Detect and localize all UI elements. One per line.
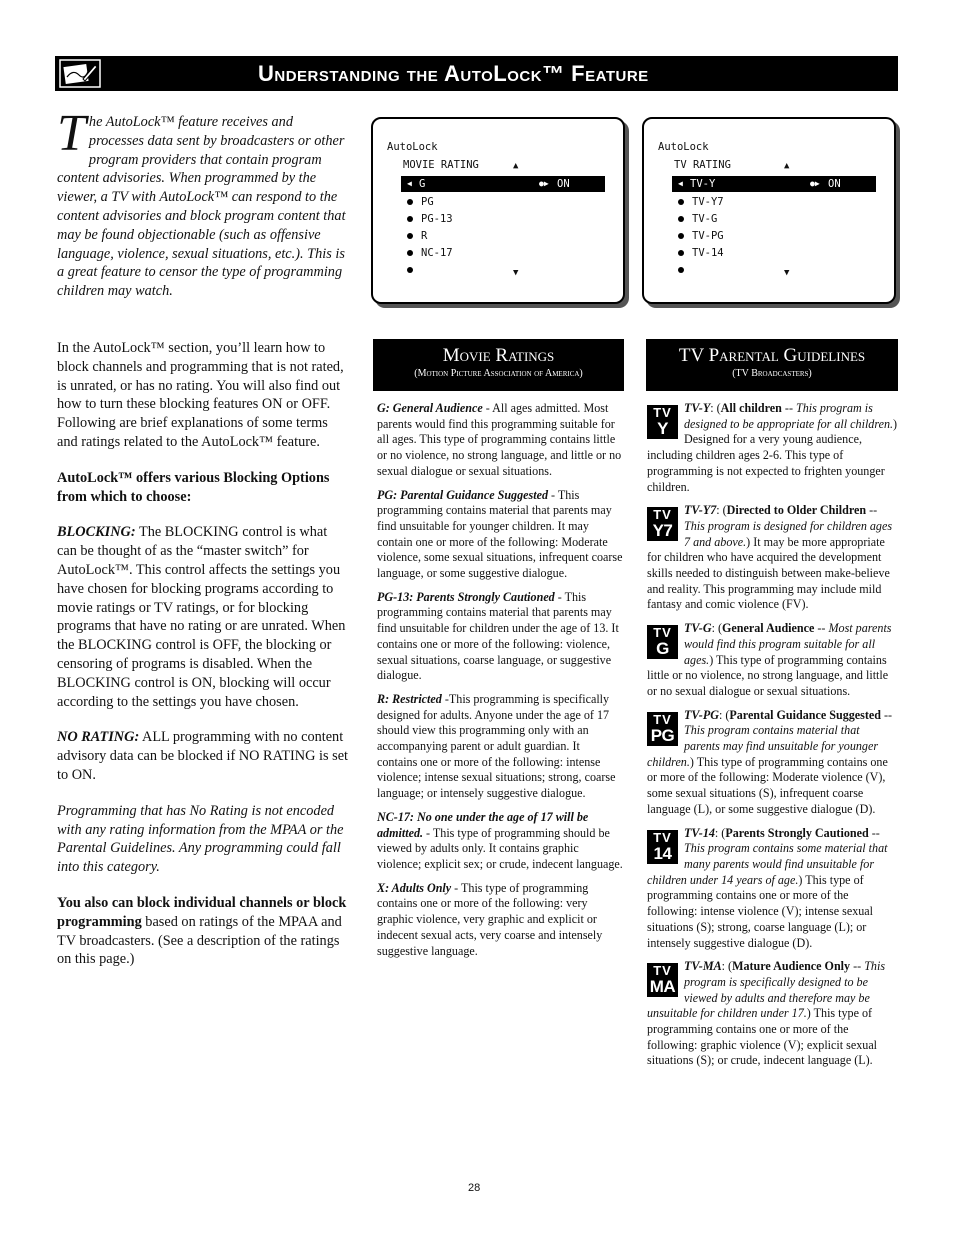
blocking-options-heading: AutoLock™ offers various Blocking Options from which to choose:	[57, 469, 330, 505]
movie-ratings-column	[377, 401, 623, 967]
tv-y7-badge-icon: TV Y7	[647, 507, 678, 541]
rating-item: PG	[407, 196, 434, 208]
selected-rating-row	[672, 176, 876, 192]
rating-item-empty	[407, 264, 421, 276]
rating-item-empty	[678, 264, 692, 276]
bullet-icon	[407, 250, 413, 256]
arrow-left-icon: ◀	[407, 179, 412, 188]
movie-rating-entry: PG-13: Parents Strongly Cautioned - This programming contains material that parents may find unsuitable for children under the age of 13. It contains one or more of the following: violence, sexual situations, coarse language, or suggestive dialogue.	[377, 589, 619, 683]
movie-rating-entry: R: Restricted -This programming is specifically designed for adults. Anyone under the age of 17 should view this programming only with an accompanying parent or adult guardian. It contains one or more of the following: intense violence; intense sexual situations; strong, coarse language; or intensely suggestive dialogue.	[377, 691, 616, 801]
screen-title: AutoLock	[387, 141, 438, 153]
selected-rating-label: G	[419, 178, 426, 190]
bullet-icon	[678, 199, 684, 205]
toggle-icon: ●▶	[810, 179, 820, 188]
block-channels-text: based on ratings of the MPAA and TV broadcasters. (See a description of the ratings on this page.)	[57, 913, 342, 968]
blocking-paragraph	[57, 523, 350, 711]
rating-item: R	[407, 230, 427, 242]
tv-ratings-column	[647, 401, 898, 1077]
tv-rating-entry: TV 14 TV-14: (Parents Strongly Cautioned -- This program contains some material that many parents would find unsuitable for children under 14 years of age.) This type of programming contains one or more of the following: intense violence (V); intense sexual situations (S); strong, coarse language (L); or intensely suggestive dialogue (D).	[647, 825, 888, 950]
selected-rating-state: ON	[828, 178, 841, 190]
bullet-icon	[678, 267, 684, 273]
toggle-icon: ●▶	[539, 179, 549, 188]
scroll-down-icon: ▼	[513, 268, 519, 278]
arrow-left-icon: ◀	[678, 179, 683, 188]
block-channels-bold: You also can block individual channels or block programming	[57, 894, 347, 930]
movie-rating-entry: NC-17: No one under the age of 17 will be admitted. - This type of programming should be viewed by adults only. It contains graphic violence; explicit sex; or crude, indecent language.	[377, 809, 623, 871]
rating-item: NC-17	[407, 247, 453, 259]
drop-cap: T	[57, 105, 86, 162]
rating-item: TV-Y7	[678, 196, 724, 208]
bullet-icon	[407, 233, 413, 239]
selected-rating-row	[401, 176, 605, 192]
block-channels-paragraph	[57, 894, 350, 969]
no-rating-note: Programming that has No Rating is not encoded with any rating information from the MPAA or the Parental Guidelines. Any programming could fall into this category.	[57, 802, 344, 876]
bullet-icon	[407, 216, 413, 222]
rating-item: TV-G	[678, 213, 717, 225]
scroll-up-icon: ▲	[784, 161, 790, 171]
selected-rating-state: ON	[557, 178, 570, 190]
tv-rating-entry: TV PG TV-PG: (Parental Guidance Suggested -- This program contains material that parents may find unsuitable for younger children.) This type of programming contains one or more of the following: Moderate violence (V), some sexual situations (S), infrequent coarse language (L), or some suggestive dialogue (D).	[647, 707, 893, 816]
page-title: Understanding the AutoLock™ Feature	[258, 61, 649, 86]
no-rating-paragraph	[57, 728, 350, 784]
scroll-up-icon: ▲	[513, 161, 519, 171]
rating-item: TV-14	[678, 247, 724, 259]
bullet-icon	[678, 216, 684, 222]
tv-g-badge-icon: TV G	[647, 625, 678, 659]
screen-subtitle: TV RATING	[674, 159, 731, 171]
tv-rating-screen	[642, 117, 896, 304]
notepad-pencil-icon	[59, 59, 101, 88]
movie-ratings-header	[373, 339, 624, 391]
blocking-label: BLOCKING:	[57, 524, 136, 541]
movie-rating-entry: G: General Audience - All ages admitted. Most parents would find this programming suitable for all ages. This type of programming contains little or no violence, no strong language, and little or no sexual dialogue or sexual situations.	[377, 401, 622, 478]
tv-rating-entry: TV G TV-G: (General Audience -- Most parents would find this program suitable for all ages.) This type of programming contains little or no violence, no strong language, and little or no sexual dialogue or sexual situations.	[647, 621, 892, 698]
autolock-section-paragraph: In the AutoLock™ section, you’ll learn how to block channels and programming that is not rated, is unrated, or has no rating. You will also find out how to turn these blocking features ON or OFF. Following are brief explanations of some terms and ratings related to the AutoLock™ feature.	[57, 340, 344, 450]
bullet-icon	[678, 233, 684, 239]
movie-ratings-title: Movie Ratings	[442, 345, 555, 366]
tv-guidelines-subtitle: (TV Broadcasters)	[732, 368, 812, 379]
tv-guidelines-header	[646, 339, 898, 391]
tv-pg-badge-icon: TV PG	[647, 712, 678, 746]
intro-paragraph	[57, 105, 350, 301]
no-rating-label: NO RATING:	[57, 729, 140, 746]
left-column	[57, 339, 350, 986]
movie-rating-entry: X: Adults Only - This type of programming contains one or more of the following: very graphic violence, very graphic and explicit or indecent sexual acts, very coarse and intensely suggestive language.	[377, 880, 603, 958]
tv-14-badge-icon: TV 14	[647, 830, 678, 864]
movie-rating-screen	[371, 117, 625, 304]
tv-rating-entry: TV Y TV-Y: (All children -- This program is designed to be appropriate for all children.) Designed for a very young audience, including children ages 2-6. This type of programming is not expected to frighten younger children.	[647, 401, 898, 494]
title-bar	[55, 56, 898, 91]
bullet-icon	[678, 250, 684, 256]
tv-guidelines-title: TV Parental Guidelines	[678, 345, 866, 366]
rating-item: TV-PG	[678, 230, 724, 242]
page-number: 28	[468, 1182, 481, 1194]
no-rating-text: ALL programming with no content advisory data can be blocked if NO RATING is set to ON.	[57, 729, 349, 783]
blocking-text: The BLOCKING control is what can be thought of as the “master switch” for AutoLock™. This control affects the settings you have chosen for blocking programs according to movie ratings or TV ratings, or for blocking programs that have no rating or are unrated. When the BLOCKING control is OFF, the blocking or censoring of programs is disabled. When the BLOCKING control is ON, blocking will occur according to the settings you have chosen.	[57, 524, 346, 710]
tv-ma-badge-icon: TV MA	[647, 963, 678, 997]
rating-item: PG-13	[407, 213, 453, 225]
bullet-icon	[407, 199, 413, 205]
screen-subtitle: MOVIE RATING	[403, 159, 479, 171]
tv-rating-entry: TV MA TV-MA: (Mature Audience Only -- This program is specifically designed to be viewed by adults and therefore may be unsuitable for children under 17.) This type of programming contains one or more of the following: graphic violence (V); explicit sexual situations (S); or crude, indecent language (L).	[647, 959, 886, 1068]
selected-rating-label: TV-Y	[690, 178, 716, 190]
movie-ratings-subtitle: (Motion Picture Association of America)	[414, 368, 583, 379]
scroll-down-icon: ▼	[784, 268, 790, 278]
intro-text: he AutoLock™ feature receives and processes data sent by broadcasters or other program providers that contain program content advisories. When programmed by the viewer, a TV with AutoLock™ can respond to the content advisories and block program content that may be found objectionable (such as offensive language, violence, sexual situations, etc.). This is a great feature to censor the type of programming children may watch.	[57, 114, 346, 300]
screen-title: AutoLock	[658, 141, 709, 153]
tv-y-badge-icon: TV Y	[647, 405, 678, 439]
movie-rating-entry: PG: Parental Guidance Suggested - This programming contains material that parents may find unsuitable for younger children. It may contain one or more of the following: Moderate violence, some sexual situations, infrequent coarse language, or some suggestive dialogue.	[377, 487, 623, 581]
bullet-icon	[407, 267, 413, 273]
tv-rating-entry: TV Y7 TV-Y7: (Directed to Older Children -- This program is designed for children ages 7 and above.) It may be more appropriate for children who have acquired the development skills needed to distinguish between make-believe and reality. This programming may include mild fantasy and comic violence (FV).	[647, 503, 893, 612]
